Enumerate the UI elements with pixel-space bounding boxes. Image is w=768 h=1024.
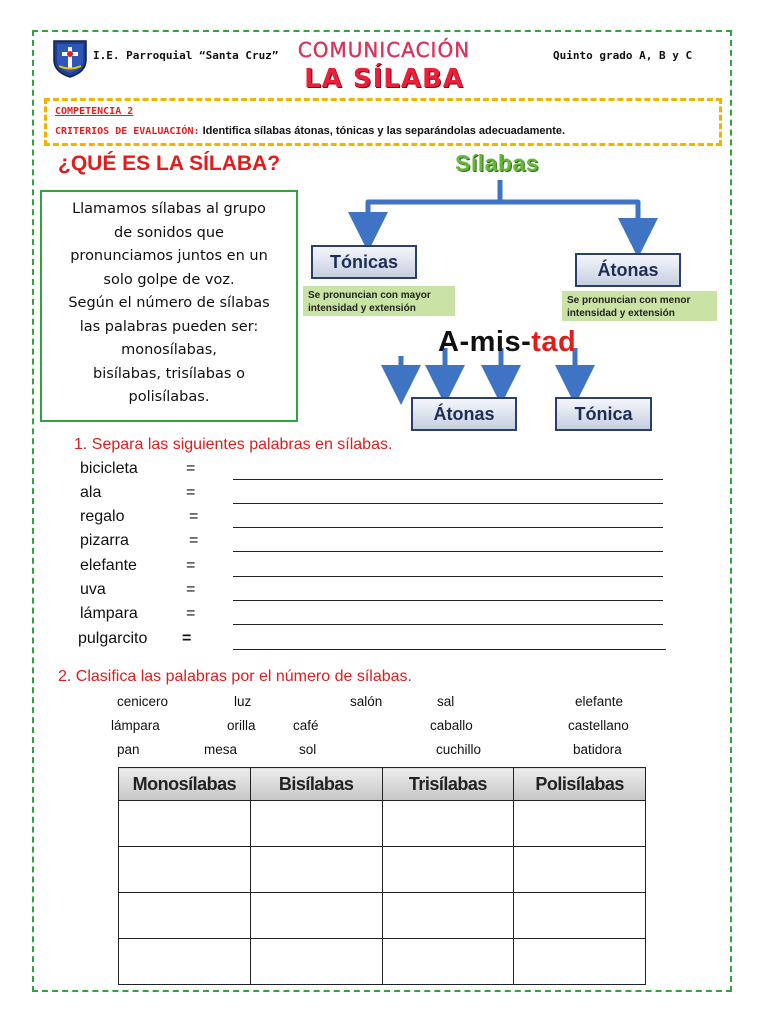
table-row [119, 847, 646, 893]
equals-sign: = [186, 557, 196, 574]
definition-line: las palabras pueden ser: [79, 318, 259, 335]
classify-word: salón [350, 694, 383, 709]
answer-line[interactable] [233, 575, 663, 577]
table-cell[interactable] [250, 939, 382, 985]
classify-word: elefante [575, 694, 624, 709]
classify-word: cuchillo [436, 742, 482, 757]
header-monosilabas: Monosílabas [119, 768, 251, 801]
definition-line: monosílabas, [121, 342, 217, 358]
header-polisilabas: Polisílabas [514, 768, 646, 801]
table-cell[interactable] [250, 893, 382, 939]
table-cell[interactable] [250, 847, 382, 893]
table-cell[interactable] [382, 939, 514, 985]
example-atonas-part: A-mis- [438, 326, 532, 358]
note-atonas-line: Se pronuncian con menor [567, 295, 691, 306]
answer-line[interactable] [233, 526, 663, 528]
classify-word: sol [299, 742, 317, 757]
equals-sign: = [189, 532, 199, 549]
table-cell[interactable] [250, 801, 382, 847]
answer-line[interactable] [233, 599, 663, 601]
note-atonas [562, 291, 717, 321]
exercise1-word: pulgarcito [78, 630, 148, 647]
grade-label: Quinto grado A, B y C [553, 49, 693, 62]
exercise1-word: bicicleta [80, 460, 138, 477]
table-row [119, 939, 646, 985]
classify-word: mesa [204, 742, 238, 757]
table-cell[interactable] [514, 893, 646, 939]
table-cell[interactable] [514, 801, 646, 847]
header-bisilabas: Bisílabas [250, 768, 382, 801]
header-trisilabas: Trisílabas [382, 768, 514, 801]
competencia-box [44, 98, 722, 146]
exercise1-word: elefante [80, 557, 137, 574]
table-cell[interactable] [119, 847, 251, 893]
note-tonicas-line: Se pronuncian con mayor [308, 290, 431, 301]
table-cell[interactable] [119, 801, 251, 847]
equals-sign: = [186, 581, 196, 598]
question-heading: ¿QUÉ ES LA SÍLABA? [58, 152, 281, 175]
diagram-title: Sílabas [455, 150, 540, 176]
criteria-text: Identifica sílabas átonas, tónicas y las separándolas adecuadamente. [202, 125, 566, 137]
exercise1-heading: 1. Separa las siguientes palabras en sílabas. [74, 436, 393, 453]
table-cell[interactable] [382, 847, 514, 893]
exercise1-word: pizarra [80, 532, 129, 549]
classify-word: caballo [430, 718, 473, 733]
definition-line: pronunciamos juntos en un [70, 248, 268, 264]
table-header-row [119, 768, 646, 801]
arrow-to-atonas [500, 202, 638, 238]
label-atonas: Átonas [575, 253, 681, 287]
answer-line[interactable] [233, 502, 663, 504]
lesson-title: LA SÍLABA [304, 64, 464, 94]
note-tonicas-line: intensidad y extensión [308, 303, 416, 314]
equals-sign: = [186, 460, 196, 477]
table-cell[interactable] [514, 847, 646, 893]
table-cell[interactable] [382, 801, 514, 847]
definition-line: polisílabas. [128, 389, 210, 405]
classify-word: cenicero [117, 694, 169, 709]
table-cell[interactable] [514, 939, 646, 985]
classify-word: lámpara [111, 718, 160, 733]
answer-line[interactable] [233, 623, 663, 625]
classify-word: sal [437, 694, 455, 709]
answer-line[interactable] [233, 648, 666, 650]
definition-line: de sonidos que [114, 224, 224, 241]
exercise1-word: uva [80, 581, 106, 598]
classify-word: castellano [568, 718, 629, 733]
competencia-title: COMPETENCIA 2 [55, 106, 134, 117]
classify-word: orilla [227, 718, 256, 733]
label-atonas-example: Átonas [411, 397, 517, 431]
classify-word: café [293, 718, 319, 733]
label-tonicas: Tónicas [311, 245, 417, 279]
classify-word: batidora [573, 742, 622, 757]
answer-line[interactable] [233, 550, 663, 552]
subject-title: COMUNICACIÓN [297, 38, 471, 62]
label-tonica-example: Tónica [555, 397, 652, 431]
example-tonica-part: tad [531, 326, 577, 358]
classification-table [118, 767, 646, 985]
equals-sign: = [182, 630, 192, 647]
note-atonas-line: intensidad y extensión [567, 308, 675, 319]
table-cell[interactable] [119, 893, 251, 939]
definition-line: Según el número de sílabas [68, 295, 270, 311]
classify-word: luz [234, 694, 252, 709]
table-cell[interactable] [382, 893, 514, 939]
arrow-to-tonicas [368, 180, 500, 232]
exercise1-word: ala [80, 484, 102, 501]
definition-text [44, 198, 294, 410]
note-tonicas [303, 286, 455, 316]
equals-sign: = [186, 605, 196, 622]
definition-line: Llamamos sílabas al grupo [72, 201, 266, 217]
exercise1-word: lámpara [80, 605, 138, 622]
classify-word: pan [117, 742, 140, 757]
exercise1-word: regalo [80, 508, 125, 525]
criteria-line [55, 125, 565, 137]
exercise2-heading: 2. Clasifica las palabras por el número de sílabas. [58, 668, 412, 685]
definition-line: bisílabas, trisílabas o [93, 365, 245, 382]
school-name: I.E. Parroquial “Santa Cruz” [93, 49, 279, 62]
table-row [119, 801, 646, 847]
answer-line[interactable] [233, 478, 663, 480]
criteria-label: CRITERIOS DE EVALUACIÓN: [55, 126, 200, 137]
definition-line: solo golpe de voz. [103, 271, 235, 288]
table-row [119, 893, 646, 939]
example-word [438, 326, 576, 359]
table-cell[interactable] [119, 939, 251, 985]
equals-sign: = [189, 508, 199, 525]
equals-sign: = [186, 484, 196, 501]
